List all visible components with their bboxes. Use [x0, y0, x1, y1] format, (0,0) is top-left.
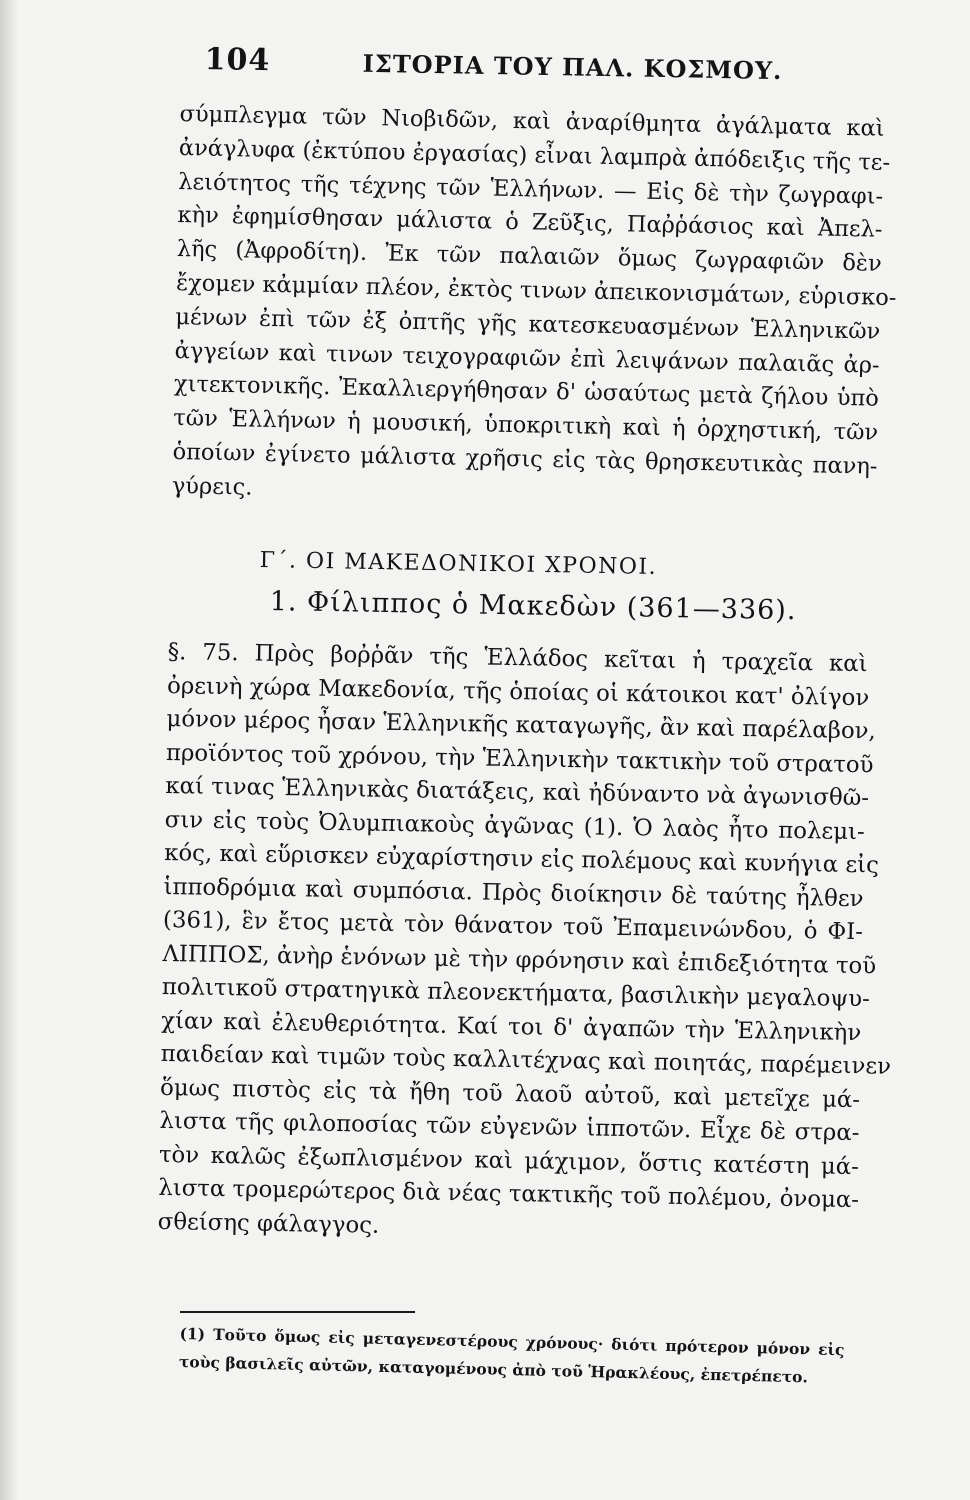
page-number: 104 — [204, 42, 271, 79]
text-line: τῶν Ἑλλήνων ἡ μουσική, ὑποκριτικὴ καὶ ἡ ὀρχηστική, τῶν — [173, 405, 879, 446]
text-line: μένων ἐπὶ τῶν ἐξ ὀπτῆς γῆς κατεσκευασμένων Ἑλληνικῶν — [175, 303, 881, 345]
text-line: τὸν καλῶς ἐξωπλισμένον καὶ μάχιμον, ὅστις κατέστη μά- — [158, 1141, 860, 1180]
text-line: ὁποίων ἐγίνετο μάλιστα χρῆσις εἰς τὰς θρησκευτικὰς πανη- — [172, 438, 878, 480]
footnote-divider — [180, 1311, 415, 1313]
section-heading: Γ΄. ΟΙ ΜΑΚΕΔΟΝΙΚΟΙ ΧΡΟΝΟΙ. — [259, 548, 658, 580]
running-title: ΙΣΤΟΡΙΑ ΤΟΥ ΠΑΛ. ΚΟΣΜΟΥ. — [362, 48, 783, 86]
text-line: §. 75. Πρὸς βοῤῥᾶν τῆς Ἑλλάδος κεῖται ἡ τραχεῖα καὶ — [167, 638, 868, 678]
text-line: μόνον μέρος ἦσαν Ἑλληνικῆς καταγωγῆς, ἂν καὶ παρέλαβον, — [166, 705, 877, 745]
text-line: ἱπποδρόμια καὶ συμπόσια. Πρὸς διοίκησιν δὲ ταύτης ἦλθεν — [163, 873, 864, 912]
text-line: λιστα τῆς φιλοποσίας τῶν εὐγενῶν ἱπποτῶν. Εἶχε δὲ στρα- — [159, 1107, 860, 1147]
text-line: λιστα τρομερώτερος διὰ νέας τακτικῆς τοῦ πολέμου, ὀνομα- — [158, 1174, 860, 1214]
footnote-line: τοὺς βασιλεῖς αὐτῶν, καταγομένους ἀπὸ τοῦ Ἡρακλέους, ἐπετρέπετο. — [178, 1351, 809, 1387]
text-line: ΛΙΠΠΟΣ, ἀνὴρ ἑνόνων μὲ τὴν φρόνησιν καὶ ἐπιδεξιότητα τοῦ — [162, 940, 877, 979]
text-line: καί τινας Ἑλληνικὰς διατάξεις, καὶ ἠδύναντο νὰ ἀγωνισθῶ- — [165, 772, 870, 812]
text-line: κός, καὶ εὕρισκεν εὐχαρίστησιν εἰς πολέμους καὶ κυνήγια εἰς — [163, 839, 880, 879]
footnote-line: (1) Τοῦτο ὅμως εἰς μεταγενεστέρους χρόνους· διότι πρότερον μόνον εἰς — [179, 1323, 845, 1360]
text-line: λειότητος τῆς τέχνης τῶν Ἑλλήνων. — Εἰς δὲ τὴν ζωγραφι- — [177, 168, 884, 210]
running-head — [204, 42, 915, 94]
text-line: ὅμως πιστὸς εἰς τὰ ἤθη τοῦ λαοῦ αὐτοῦ, καὶ μετεῖχε μά- — [159, 1074, 861, 1113]
text-line: λῆς (Ἀφροδίτη). Ἐκ τῶν παλαιῶν ὅμως ζωγραφιῶν δὲν — [176, 236, 882, 277]
text-line: χιτεκτονικῆς. Ἐκαλλιεργήθησαν δ' ὡσαύτως μετὰ ζήλου ὑπὸ — [173, 371, 880, 413]
text-line: ἔχομεν κἀμμίαν πλέον, ἐκτὸς τινων ἀπεικονισμάτων, εὑρισκο- — [175, 269, 897, 312]
text-line: παιδείαν καὶ τιμῶν τοὺς καλλιτέχνας καὶ ποιητάς, παρέμεινεν — [160, 1040, 892, 1080]
text-line: χίαν καὶ ἐλευθεριότητα. Καί τοι δ' ἀγαπῶν τὴν Ἑλληνικὴν — [161, 1007, 862, 1046]
text-line: προϊόντος τοῦ χρόνου, τὴν Ἑλληνικὴν τακτικὴν τοῦ στρατοῦ — [165, 739, 874, 778]
footnote — [179, 1320, 845, 1392]
page-gutter-shadow — [0, 0, 18, 1500]
continuation-paragraph — [171, 98, 897, 518]
subsection-heading: 1. Φίλιππος ὁ Μακεδὼν (361—336). — [269, 586, 797, 627]
text-line: γύρεις. — [171, 472, 253, 501]
text-line: σιν εἰς τοὺς Ὀλυμπιακοὺς ἀγῶνας (1). Ὁ λαὸς ἦτο πολεμι- — [164, 806, 865, 845]
text-line: ὀρεινὴ χώρα Μακεδονία, τῆς ὁποίας οἱ κάτοικοι κατ' ὀλίγον — [166, 672, 870, 711]
text-line: ἀνάγλυφα (ἐκτύπου ἐργασίας) εἶναι λαμπρὰ ἀπόδειξις τῆς τε- — [178, 134, 891, 176]
text-line: ἀγγείων καὶ τινων τειχογραφιῶν ἐπὶ λειψάνων παλαιᾶς ἀρ- — [174, 337, 880, 379]
text-line: σθείσης φάλαγγος. — [157, 1208, 380, 1239]
text-line: (361), ἓν ἔτος μετὰ τὸν θάνατον τοῦ Ἐπαμεινώνδου, ὁ ΦΙ- — [162, 906, 864, 946]
text-line: πολιτικοῦ στρατηγικὰ πλεονεκτήματα, βασιλικὴν μεγαλοψυ- — [161, 973, 871, 1013]
text-line: σύμπλεγμα τῶν Νιοβιδῶν, καὶ ἀναρίθμητα ἀγάλματα καὶ — [179, 100, 885, 142]
text-line: κὴν ἐφημίσθησαν μάλιστα ὁ Ζεῦξις, Παῤῥάσιος καὶ Ἀπελ- — [177, 202, 883, 244]
section-paragraph — [157, 636, 892, 1251]
